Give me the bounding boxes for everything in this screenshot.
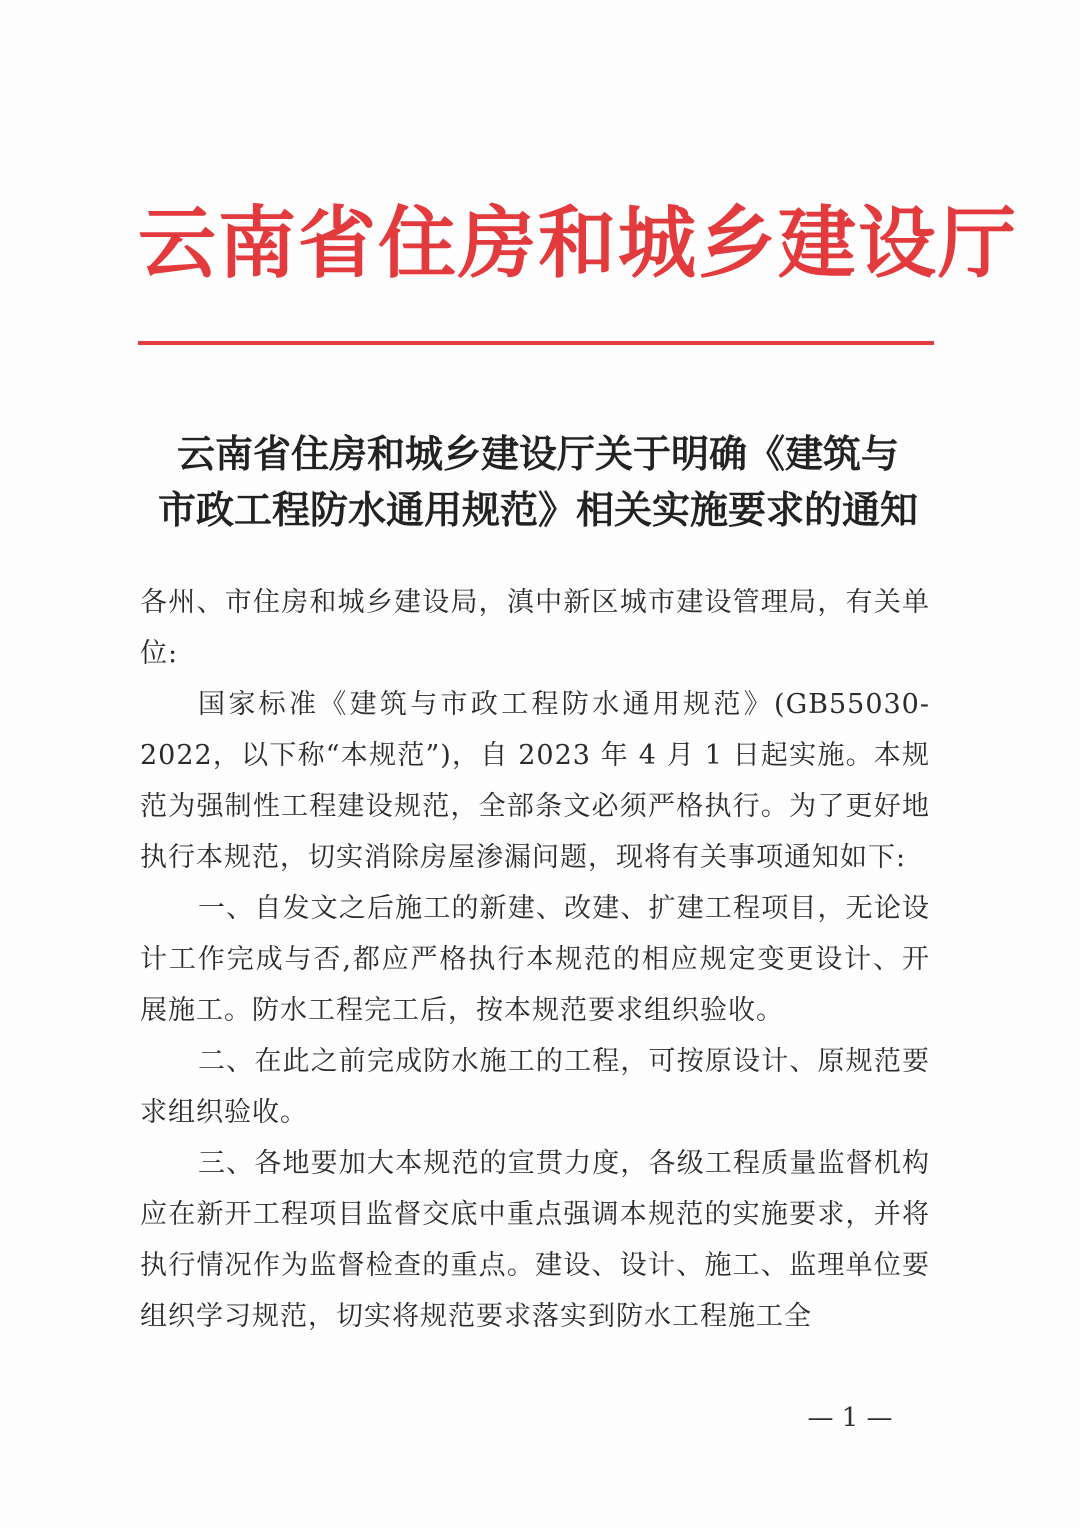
page-number: — 1 — (807, 1403, 893, 1433)
addressee: 各州、市住房和城乡建设局，滇中新区城市建设管理局，有关单位: (140, 587, 930, 669)
body-paragraph-4: 三、各地要加大本规范的宣贯力度，各级工程质量监督机构应在新开工程项目监督交底中重点强调本规范的实施要求，并将执行情况作为监督检查的重点。建设、设计、施工、监理单位要组织学习规范，切实将规范要求落实到防水工程施工全 (140, 1148, 930, 1332)
letterhead-org-name: 云南省住房和城乡建设厅 (138, 198, 1019, 289)
letterhead-red-rule (138, 341, 934, 345)
document-title-line-1: 云南省住房和城乡建设厅关于明确《建筑与 (176, 431, 899, 476)
body-paragraph-1: 国家标准《建筑与市政工程防水通用规范》(GB55030-2022，以下称“本规范”)，自 2023 年 4 月 1 日起实施。本规范为强制性工程建设规范，全部条文必须严格执行。为了更好地执行本规范，切实消除房屋渗漏问题，现将有关事项通知如下: (140, 689, 930, 873)
body-paragraph-2: 一、自发文之后施工的新建、改建、扩建工程项目，无论设计工作完成与否,都应严格执行本规范的相应规定变更设计、开展施工。防水工程完工后，按本规范要求组织验收。 (140, 893, 930, 1026)
body-paragraph-3: 二、在此之前完成防水施工的工程，可按原设计、原规范要求组织验收。 (140, 1046, 930, 1128)
document-title-line-2: 市政工程防水通用规范》相关实施要求的通知 (157, 487, 918, 532)
document-body (140, 577, 930, 1342)
document-title (138, 426, 938, 538)
